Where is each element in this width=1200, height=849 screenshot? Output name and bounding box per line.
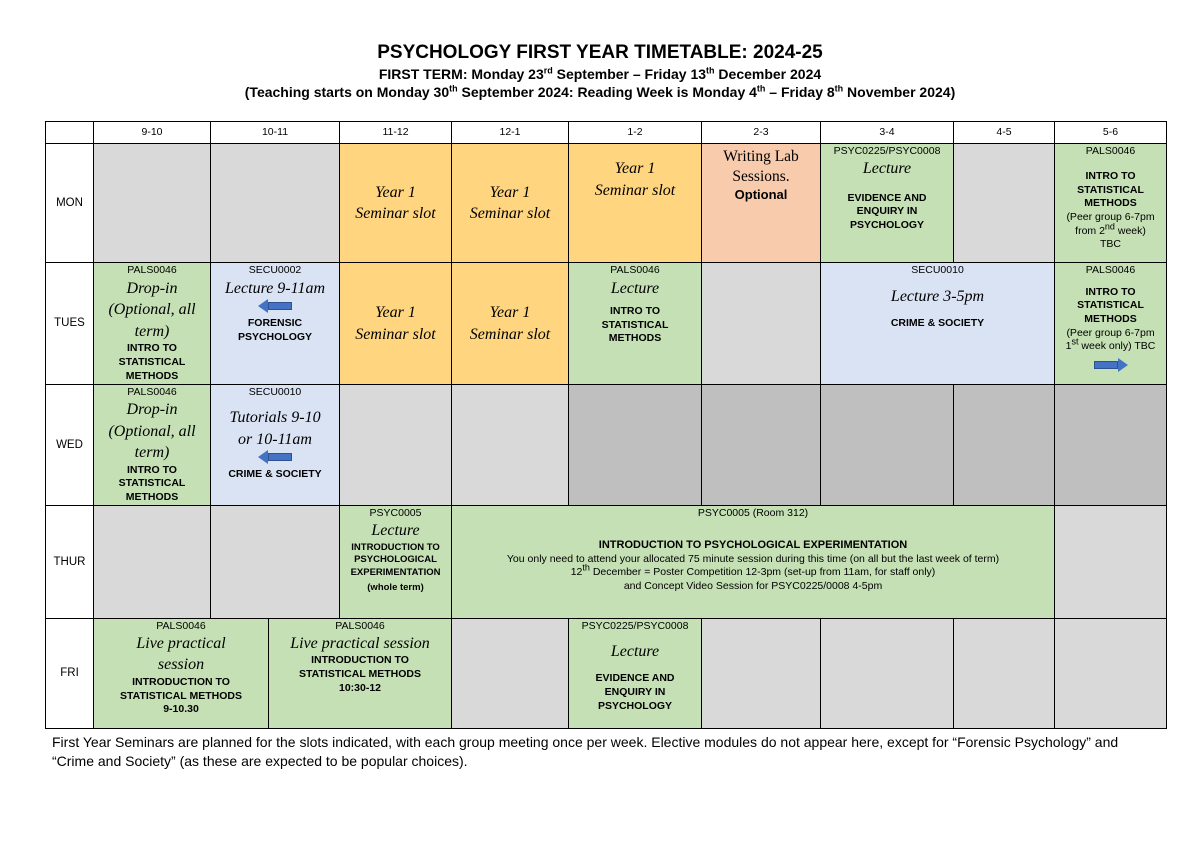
arrow-right-icon bbox=[1094, 358, 1128, 372]
wed-5-6 bbox=[1055, 384, 1167, 505]
time-4-5: 4-5 bbox=[954, 122, 1055, 144]
corner-cell bbox=[46, 122, 94, 144]
wed-pals-dropin: PALS0046 Drop-in (Optional, all term) INTRO TO STATISTICAL METHODS bbox=[94, 384, 211, 505]
row-thur bbox=[46, 506, 1167, 618]
mon-psyc-lecture: PSYC0225/PSYC0008 Lecture EVIDENCE AND ENQUIRY IN PSYCHOLOGY bbox=[821, 144, 954, 263]
fri-12-1 bbox=[452, 618, 569, 728]
term-dates: FIRST TERM: Monday 23rd September – Friday 13th December 2024 bbox=[378, 65, 822, 82]
mon-pals-peer: PALS0046 INTRO TO STATISTICAL METHODS (Peer group 6-7pm from 2nd week) TBC bbox=[1055, 144, 1167, 263]
mon-writing-lab: Writing Lab Sessions. Optional bbox=[702, 144, 821, 263]
fri-4-5 bbox=[954, 618, 1055, 728]
time-3-4: 3-4 bbox=[821, 122, 954, 144]
tue-2-3 bbox=[702, 263, 821, 384]
fri-2-3 bbox=[702, 618, 821, 728]
wed-12-1 bbox=[452, 384, 569, 505]
time-1-2: 1-2 bbox=[569, 122, 702, 144]
wed-11-12 bbox=[340, 384, 452, 505]
wed-3-4 bbox=[821, 384, 954, 505]
teaching-dates: (Teaching starts on Monday 30th September 2024: Reading Week is Monday 4th – Friday 8th November 2024) bbox=[244, 83, 956, 100]
tue-pals-dropin: PALS0046 Drop-in (Optional, all term) INTRO TO STATISTICAL METHODS bbox=[94, 263, 211, 384]
tue-seminar-12-1: Year 1 Seminar slot bbox=[452, 263, 569, 384]
tue-secu0010: SECU0010 Lecture 3-5pm CRIME & SOCIETY bbox=[821, 263, 1055, 384]
row-wed bbox=[46, 384, 1167, 505]
wed-4-5 bbox=[954, 384, 1055, 505]
wed-secu0010-tutorials: SECU0010 Tutorials 9-10 or 10-11am CRIME & SOCIETY bbox=[211, 384, 340, 505]
mon-seminar-12-1: Year 1 Seminar slot bbox=[452, 144, 569, 263]
row-mon bbox=[46, 144, 1167, 263]
arrow-left-icon bbox=[258, 299, 292, 313]
row-fri bbox=[46, 618, 1167, 728]
fri-3-4 bbox=[821, 618, 954, 728]
thu-5-6 bbox=[1055, 506, 1167, 618]
time-10-11: 10-11 bbox=[211, 122, 340, 144]
fri-pals-live-2: PALS0046 Live practical session INTRODUCTION TO STATISTICAL METHODS 10:30-12 bbox=[269, 618, 452, 728]
day-fri: FRI bbox=[46, 618, 94, 728]
tue-pals-peer: PALS0046 INTRO TO STATISTICAL METHODS (Peer group 6-7pm 1st week only) TBC bbox=[1055, 263, 1167, 384]
footnote: First Year Seminars are planned for the slots indicated, with each group meeting once per week. Elective modules do not appear here, except for “Forensic Psychology” and “Crime and Society” (as these are expected to be popular choices). bbox=[52, 734, 1119, 769]
day-thur: THUR bbox=[46, 506, 94, 618]
day-tues: TUES bbox=[46, 263, 94, 384]
fri-psyc-lecture: PSYC0225/PSYC0008 Lecture EVIDENCE AND ENQUIRY IN PSYCHOLOGY bbox=[569, 618, 702, 728]
thu-10-11 bbox=[211, 506, 340, 618]
time-11-12: 11-12 bbox=[340, 122, 452, 144]
day-wed: WED bbox=[46, 384, 94, 505]
arrow-left-icon bbox=[258, 450, 292, 464]
time-5-6: 5-6 bbox=[1055, 122, 1167, 144]
time-9-10: 9-10 bbox=[94, 122, 211, 144]
mon-9-10 bbox=[94, 144, 211, 263]
tue-seminar-11-12: Year 1 Seminar slot bbox=[340, 263, 452, 384]
wed-2-3 bbox=[702, 384, 821, 505]
thu-psyc0005-sessions: PSYC0005 (Room 312) INTRODUCTION TO PSYCHOLOGICAL EXPERIMENTATION You only need to attend your allocated 75 minute session during this time (on all but the last week of term) 12th December = Poster Competition 12-3pm (set-up from 11am, for staff only) and Concept Video Session for PSYC0225/0008 4-5pm bbox=[452, 506, 1055, 618]
page-title: PSYCHOLOGY FIRST YEAR TIMETABLE: 2024-25 bbox=[377, 42, 823, 63]
mon-10-11 bbox=[211, 144, 340, 263]
time-header-row bbox=[46, 122, 1167, 144]
row-tues bbox=[46, 263, 1167, 384]
thu-9-10 bbox=[94, 506, 211, 618]
tue-pals-lecture: PALS0046 Lecture INTRO TO STATISTICAL METHODS bbox=[569, 263, 702, 384]
timetable bbox=[45, 121, 1167, 729]
wed-1-2 bbox=[569, 384, 702, 505]
tue-secu0002: SECU0002 Lecture 9-11am FORENSIC PSYCHOLOGY bbox=[211, 263, 340, 384]
fri-pals-live-1: PALS0046 Live practical session INTRODUCTION TO STATISTICAL METHODS 9-10.30 bbox=[94, 618, 269, 728]
time-12-1: 12-1 bbox=[452, 122, 569, 144]
mon-seminar-1-2: Year 1 Seminar slot bbox=[569, 144, 702, 263]
thu-psyc0005-lecture: PSYC0005 Lecture INTRODUCTION TO PSYCHOLOGICAL EXPERIMENTATION (whole term) bbox=[340, 506, 452, 618]
mon-seminar-11-12: Year 1 Seminar slot bbox=[340, 144, 452, 263]
time-2-3: 2-3 bbox=[702, 122, 821, 144]
day-mon: MON bbox=[46, 144, 94, 263]
mon-4-5 bbox=[954, 144, 1055, 263]
fri-5-6 bbox=[1055, 618, 1167, 728]
